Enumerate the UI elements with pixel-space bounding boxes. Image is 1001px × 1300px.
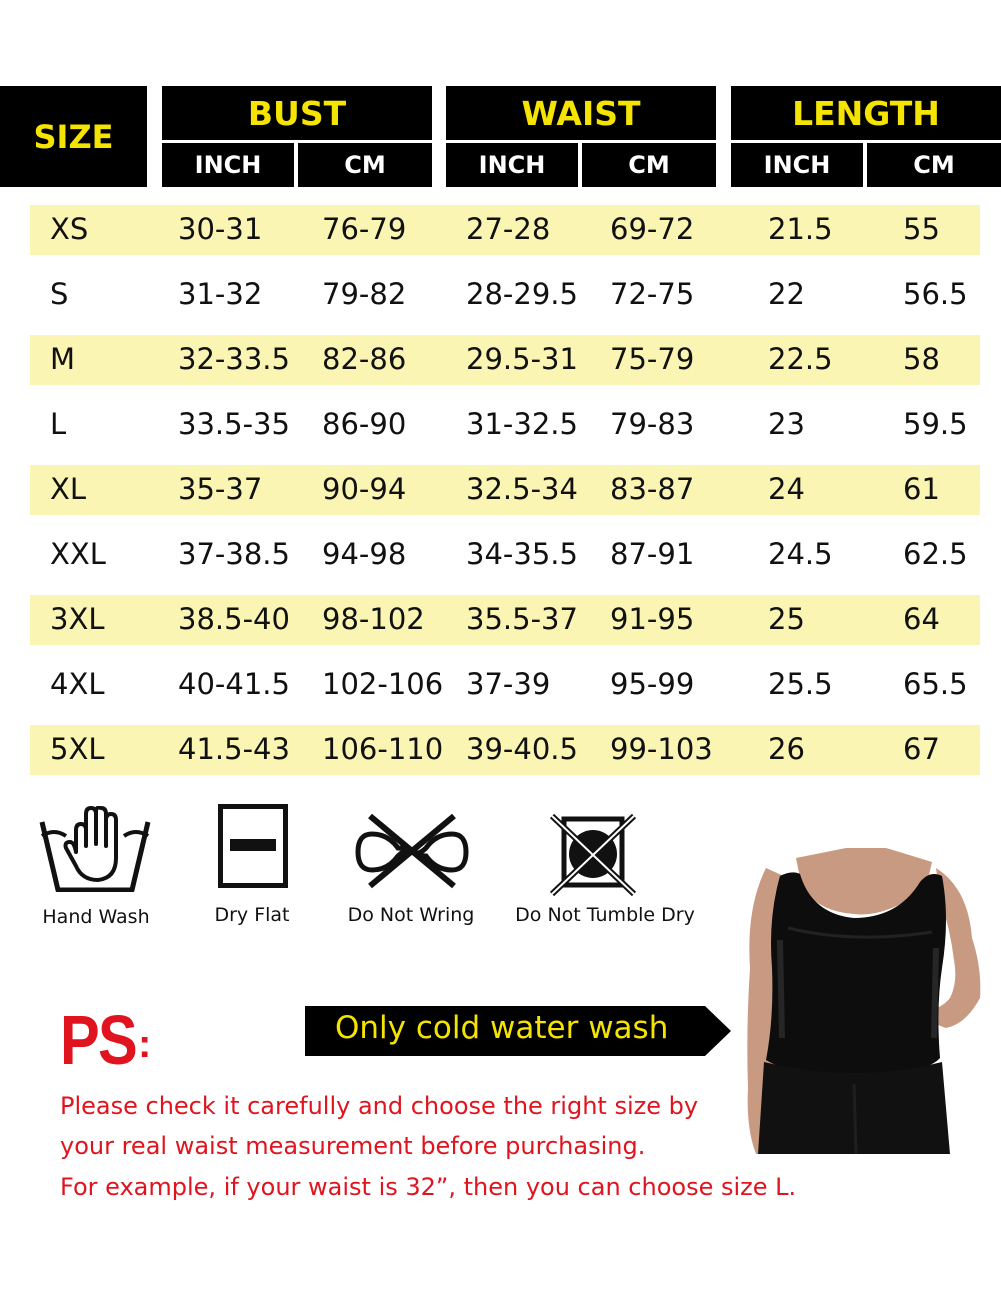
cell-length-cm: 58 [903, 342, 940, 376]
cell-length-inch: 21.5 [768, 212, 833, 246]
care-label-do-not-tumble-dry: Do Not Tumble Dry [515, 904, 695, 926]
cell-waist-cm: 95-99 [610, 667, 695, 701]
cell-length-inch: 25 [768, 602, 805, 636]
cell-waist-cm: 79-83 [610, 407, 695, 441]
cell-size: XL [50, 472, 87, 506]
waist-header-label: WAIST [521, 93, 641, 133]
waist-header [446, 86, 716, 140]
bust-inch-label: INCH [194, 151, 262, 179]
cell-waist-cm: 69-72 [610, 212, 695, 246]
cell-length-inch: 24.5 [768, 537, 833, 571]
cell-bust-inch: 37-38.5 [178, 537, 290, 571]
cell-bust-cm: 82-86 [322, 342, 407, 376]
cell-waist-cm: 83-87 [610, 472, 695, 506]
ps-label: PS [60, 1001, 136, 1079]
notice-line-1: Please check it carefully and choose the right size by [60, 1092, 699, 1120]
cell-length-cm: 65.5 [903, 667, 968, 701]
care-label-hand-wash: Hand Wash [42, 906, 150, 928]
cell-waist-inch: 29.5-31 [466, 342, 578, 376]
cell-length-cm: 56.5 [903, 277, 968, 311]
bust-cm-header [298, 143, 432, 187]
cell-bust-inch: 38.5-40 [178, 602, 290, 636]
cell-length-cm: 61 [903, 472, 940, 506]
cell-waist-inch: 37-39 [466, 667, 551, 701]
care-label-dry-flat: Dry Flat [214, 904, 290, 926]
cell-waist-inch: 34-35.5 [466, 537, 578, 571]
care-label-do-not-wring: Do Not Wring [347, 904, 475, 926]
length-header-label: LENGTH [792, 93, 940, 133]
cell-bust-cm: 94-98 [322, 537, 407, 571]
cell-length-inch: 22 [768, 277, 805, 311]
cell-waist-inch: 27-28 [466, 212, 551, 246]
cell-length-inch: 22.5 [768, 342, 833, 376]
cell-length-cm: 55 [903, 212, 940, 246]
cell-bust-cm: 90-94 [322, 472, 407, 506]
cell-waist-cm: 72-75 [610, 277, 695, 311]
hand-wash-icon [38, 806, 152, 892]
cell-bust-cm: 79-82 [322, 277, 407, 311]
cell-length-cm: 59.5 [903, 407, 968, 441]
cell-size: L [50, 407, 67, 441]
size-header-label: SIZE [33, 117, 114, 156]
cell-bust-cm: 86-90 [322, 407, 407, 441]
notice-line-2: your real waist measurement before purchasing. [60, 1132, 646, 1160]
cell-length-cm: 64 [903, 602, 940, 636]
length-inch-label: INCH [763, 151, 831, 179]
cell-length-cm: 62.5 [903, 537, 968, 571]
do-not-tumble-dry-icon [548, 814, 638, 896]
cell-waist-inch: 28-29.5 [466, 277, 578, 311]
cell-size: 4XL [50, 667, 105, 701]
cell-bust-inch: 31-32 [178, 277, 263, 311]
cell-bust-inch: 33.5-35 [178, 407, 290, 441]
cell-bust-cm: 76-79 [322, 212, 407, 246]
bust-header [162, 86, 432, 140]
cell-size: 3XL [50, 602, 105, 636]
model-photo [736, 848, 988, 1154]
cell-bust-inch: 40-41.5 [178, 667, 290, 701]
cell-bust-inch: 32-33.5 [178, 342, 290, 376]
waist-inch-header [446, 143, 578, 187]
cell-length-inch: 23 [768, 407, 805, 441]
cell-bust-cm: 102-106 [322, 667, 444, 701]
banner-text: Only cold water wash [335, 1010, 669, 1046]
waist-inch-label: INCH [478, 151, 546, 179]
cell-size: M [50, 342, 76, 376]
cell-waist-inch: 31-32.5 [466, 407, 578, 441]
waist-cm-label: CM [628, 151, 670, 179]
length-inch-header [731, 143, 863, 187]
cell-bust-cm: 98-102 [322, 602, 425, 636]
cell-waist-cm: 75-79 [610, 342, 695, 376]
cell-bust-inch: 41.5-43 [178, 732, 290, 766]
ps-colon: : [138, 1022, 152, 1066]
size-header [0, 86, 147, 187]
cell-size: S [50, 277, 69, 311]
banner [305, 1006, 731, 1056]
cell-waist-inch: 39-40.5 [466, 732, 578, 766]
cell-bust-cm: 106-110 [322, 732, 444, 766]
length-cm-header [867, 143, 1001, 187]
notice-line-3: For example, if your waist is 32”, then you can choose size L. [60, 1173, 797, 1201]
cell-length-cm: 67 [903, 732, 940, 766]
cell-bust-inch: 35-37 [178, 472, 263, 506]
cell-waist-inch: 32.5-34 [466, 472, 578, 506]
length-header [731, 86, 1001, 140]
bust-header-label: BUST [247, 93, 347, 133]
cell-length-inch: 24 [768, 472, 805, 506]
cell-waist-cm: 87-91 [610, 537, 695, 571]
cell-bust-inch: 30-31 [178, 212, 263, 246]
length-cm-label: CM [913, 151, 955, 179]
cell-size: 5XL [50, 732, 105, 766]
cell-length-inch: 26 [768, 732, 805, 766]
dry-flat-icon [218, 804, 288, 888]
bust-inch-header [162, 143, 294, 187]
cell-waist-cm: 99-103 [610, 732, 713, 766]
cell-waist-cm: 91-95 [610, 602, 695, 636]
cell-waist-inch: 35.5-37 [466, 602, 578, 636]
bust-cm-label: CM [344, 151, 386, 179]
do-not-wring-icon [354, 812, 470, 890]
cell-size: XXL [50, 537, 106, 571]
waist-cm-header [582, 143, 716, 187]
cell-length-inch: 25.5 [768, 667, 833, 701]
cell-size: XS [50, 212, 89, 246]
